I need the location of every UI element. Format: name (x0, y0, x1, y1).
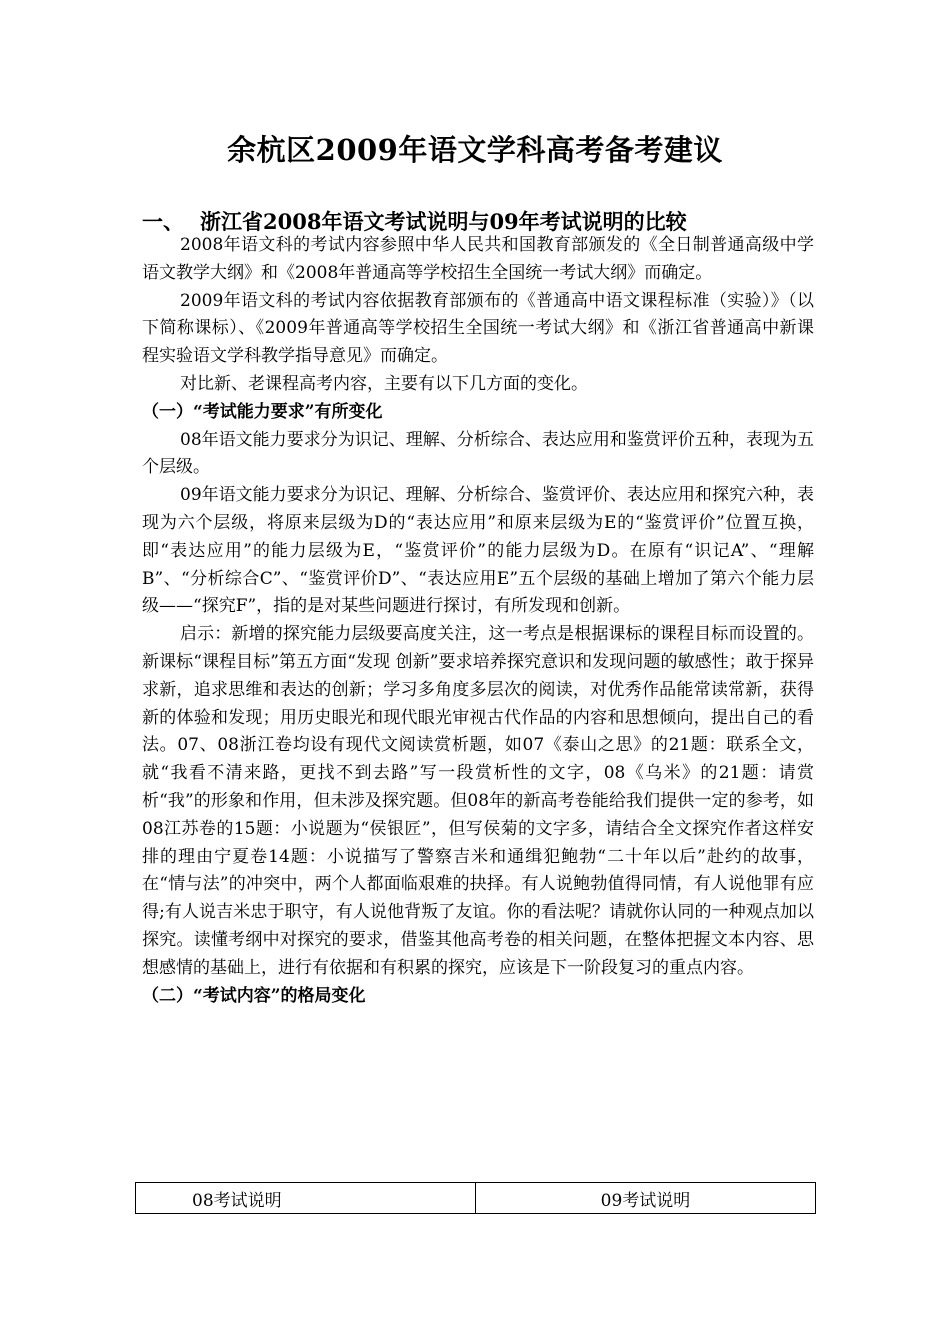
paragraph: 08年语文能力要求分为识记、理解、分析综合、表达应用和鉴赏评价五种，表现为五个层级。 (142, 429, 814, 478)
document-body (142, 232, 814, 1010)
table-header-cell: 09考试说明 (476, 1183, 816, 1214)
subsection-heading: （二）“考试内容”的格局变化 (142, 985, 366, 1006)
paragraph: 对比新、老课程高考内容，主要有以下几方面的变化。 (180, 373, 588, 394)
paragraph: 09年语文能力要求分为识记、理解、分析综合、鉴赏评价、表达应用和探究六种，表现为六个层级，将原来层级为D的“表达应用”和原来层级为E的“鉴赏评价”位置互换，即“表达应用”的能力层级为E，“鉴赏评价”的能力层级为D。在原有“识记A”、“理解B”、“分析综合C”、“鉴赏评价D”、“表达应用E”五个层级的基础上增加了第六个能力层级——“探究F”，指的是对某些问题进行探讨，有所发现和创新。 (142, 485, 814, 617)
paragraph: 启示：新增的探究能力层级要高度关注，这一考点是根据课标的课程目标而设置的。新课标“课程目标”第五方面“发现 创新”要求培养探究意识和发现问题的敏感性；敢于探异求新，追求思维和表达的创新；学习多角度多层次的阅读，对优秀作品能常读常新，获得新的体验和发现；用历史眼光和现代眼光审视古代作品的内容和思想倾向，提出自己的看法。07、08浙江卷均设有现代文阅读赏析题，如07《泰山之思》的21题：联系全文，就“我看不清来路，更找不到去路”写一段赏析性的文字，08《乌米》的21题：请赏析“我”的形象和作用，但未涉及探究题。但08年的新高考卷能给我们提供一定的参考，如08江苏卷的15题：小说题为“侯银匠”，但写侯菊的文字多，请结合全文探究作者这样安排的理由宁夏卷14题：小说描写了警察吉米和通缉犯鲍勃“二十年以后”赴约的故事，在“情与法”的冲突中，两个人都面临艰难的抉择。有人说鲍勃值得同情，有人说他罪有应得;有人说吉米忠于职守，有人说他背叛了友谊。你的看法呢？请就你认同的一种观点加以探究。读懂考纲中对探究的要求，借鉴其他高考卷的相关问题，在整体把握文本内容、思想感情的基础上，进行有依据和有积累的探究，应该是下一阶段复习的重点内容。 (142, 624, 814, 978)
table-header-cell: 08考试说明 (136, 1183, 476, 1214)
document-title: 余杭区2009年语文学科高考备考建议 (227, 133, 723, 167)
section-number: 一、 (142, 209, 184, 234)
section-heading-text: 浙江省2008年语文考试说明与09年考试说明的比较 (200, 209, 687, 234)
comparison-table (135, 1182, 816, 1214)
paragraph: 2008年语文科的考试内容参照中华人民共和国教育部颁发的《全日制普通高级中学语文教学大纲》和《2008年普通高等学校招生全国统一考试大纲》而确定。 (142, 235, 814, 283)
subsection-heading: （一）“考试能力要求”有所变化 (142, 401, 383, 422)
paragraph: 2009年语文科的考试内容依据教育部颁布的《普通高中语文课程标准（实验）》（以下简称课标）、《2009年普通高等学校招生全国统一考试大纲》和《浙江省普通高中新课程实验语文学科教学指导意见》而确定。 (142, 290, 814, 367)
table-header-row (136, 1183, 816, 1214)
